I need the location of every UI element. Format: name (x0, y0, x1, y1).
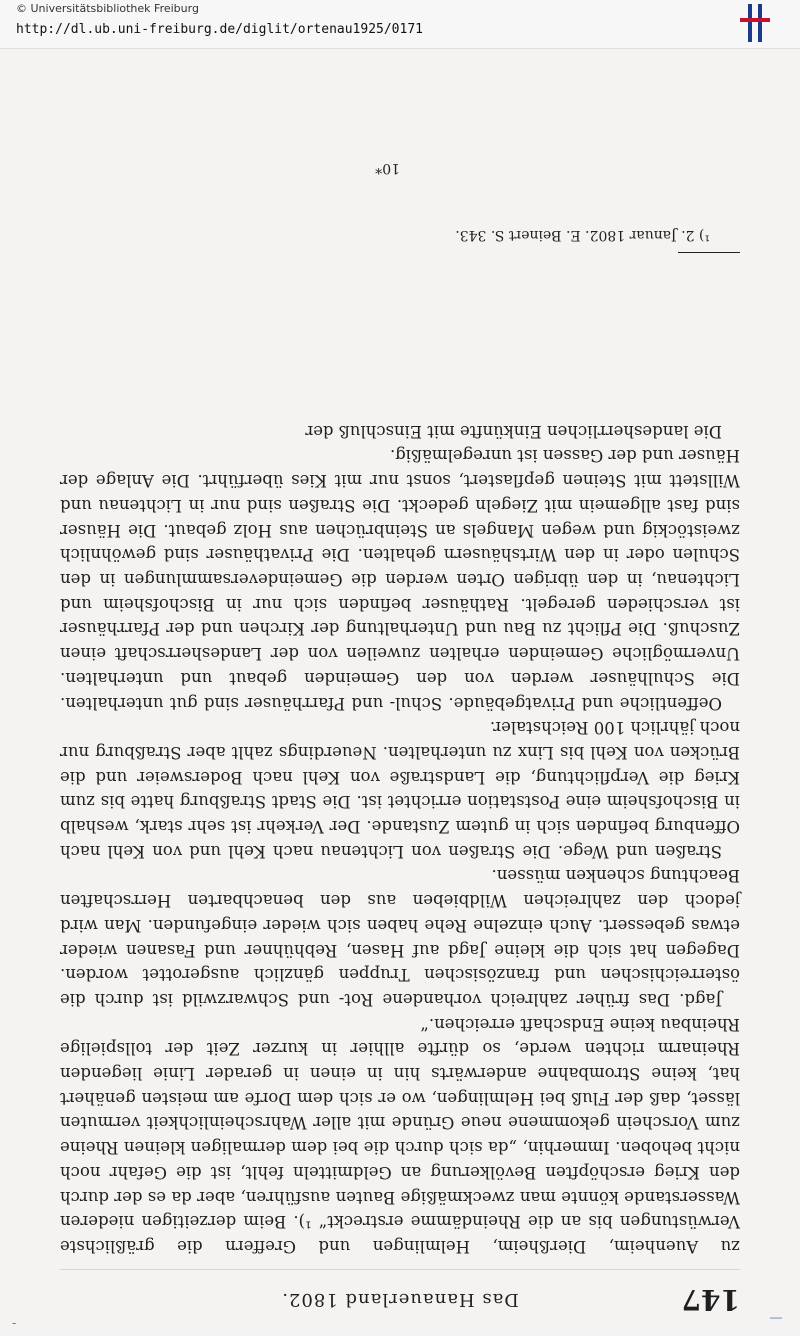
paragraph-revenues: Die landesherrlichen Einkünfte mit Einschluß der (305, 421, 722, 441)
footnote-rule (678, 252, 740, 253)
ub-freiburg-logo-icon (740, 4, 780, 42)
corner-mark-bottom-right: ‾‾ (770, 1316, 782, 1330)
source-url-link[interactable]: http://dl.ub.uni-freiburg.de/diglit/ortenau1925/0171 (16, 22, 423, 37)
paragraph-rhine-flooding: zu Auenheim, Dierßheim, Helmlingen und Greffern die gräßlichste Verwüstungen bis an die Rheindämme erstreckt“ ¹). Beim derzeitigen niederen Wasserstande könnte man zweckmäßige Bauten ausführen, aber da es der durch den Krieg erschöpften Bevölkerung an Geldmitteln fehlt, ist die Gefahr noch nicht behoben. Immerhin, „da sich durch die bei dem dermaligen kleinen Rheine zum Vorschein gekommene neue Gründe mit aller Wahrscheinlichkeit vermuten lässet, daß der Fluß bei Helmlingen, wo er sich dem Dorfe am meisten genähert hat, keine Strombahne anderwärts hin in einen in gerader Linie liegenden Rheinarm richten werde, so dürfte allhier in kurzer Zeit der tollspielige Rheinbau keine Endschaft erreichen.“ (60, 1014, 740, 1256)
page-number: 147 (681, 1283, 740, 1316)
running-header (60, 1269, 740, 1316)
footnote: ¹) 2. Januar 1802. E. Beinert S. 343. (455, 227, 710, 243)
running-title: Das Hanauerland 1802. (281, 1289, 519, 1310)
corner-mark-bottom-left: - (12, 1316, 17, 1330)
paragraph-buildings: Oeffentliche und Privatgebäude. Schul- und Pfarrhäuser sind gut unterhalten. Die Schulhäuser werden von den Gemeinden gebaut und unterhalten. Unvermögliche Gemeinden erhalten zuweilen von der Landesherrschaft einen Zuschuß. Die Pflicht zu Bau und Unterhaltung der Kirchen und der Pfarrhäuser ist verschieden geregelt. Rathäuser befinden sich nur in Bischofsheim und Lichtenau, in den übrigen Orten werden die Gemeindeversammlungen in den Schulen oder in den Wirtshäusern gehalten. Die Privathäuser sind gewöhnlich zweistöckig und wegen Mangels an Steinbrüchen aus Holz gebaut. Die Häuser sind fast allgemein mit Ziegeln gedeckt. Die Straßen sind nur in Lichtenau und Willstett mit Steinen gepflastert, sonst nur mit Kies überführt. Die Anlage der Häuser und der Gassen ist unregelmäßig. (60, 446, 740, 713)
paragraph-hunting: Jagd. Das früher zahlreich vorhandene Rot- und Schwarzwild ist durch die österreichischen und französischen Truppen gänzlich ausgerottet worden. Dagegen hat sich die kleine Jagd auf Hasen, Rebhühner und Fasanen wieder etwas gebessert. Auch einzelne Rehe haben sich wieder eingefunden. Man wird jedoch den zahlreichen Wildbieben aus den benachbarten Herrschaften Beachtung schenken müssen. (60, 866, 740, 1009)
page-content (60, 0, 740, 1336)
library-credit-bar (0, 0, 800, 49)
library-credit: © Universitätsbibliothek Freiburg (16, 2, 199, 15)
paragraph-roads: Straßen und Wege. Die Straßen von Lichtenau nach Kehl und von Kehl nach Offenburg befinden sich in gutem Zustande. Der Verkehr ist sehr stark, weshalb in Bischofsheim eine Poststation errichtet ist. Die Stadt Straßburg hatte bis zum Krieg die Verpflichtung, die Landstraße von Kehl nach Bodersweier und die Brücken von Kehl bis Linx zu unterhalten. Neuerdings zahlt aber Straßburg nur noch jährlich 100 Reichstaler. (60, 718, 740, 861)
body-text (60, 418, 740, 1258)
signature-mark: 10* (375, 160, 400, 176)
